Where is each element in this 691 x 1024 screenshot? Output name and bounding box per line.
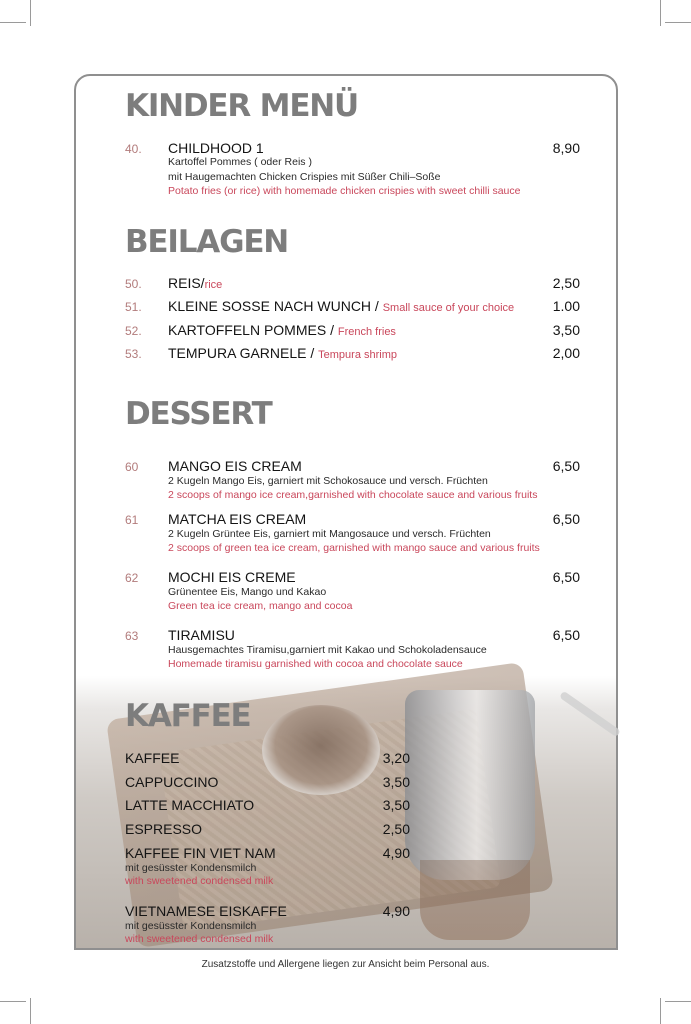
item-name: KARTOFFELN POMMES / French fries [168, 322, 396, 338]
crop-mark [0, 22, 26, 23]
menu-item [125, 821, 410, 839]
section-title-beilagen: BEILAGEN [125, 224, 289, 260]
crop-mark [30, 998, 31, 1024]
item-name: LATTE MACCHIATO [125, 797, 255, 813]
item-name: REIS/rice [168, 275, 223, 291]
item-name: CAPPUCCINO [125, 774, 219, 790]
item-number: 50. [125, 277, 142, 291]
item-name-en: Small sauce of your choice [382, 302, 515, 314]
item-name-en: Tempura shrimp [318, 349, 398, 361]
menu-item [125, 750, 410, 768]
item-price: 4,90 [382, 845, 410, 861]
item-name: KLEINE SOSSE NACH WUNCH / Small sauce of your choice [168, 298, 515, 314]
item-name: VIETNAMESE EISKAFFE [125, 903, 287, 919]
item-description-de: 2 Kugeln Grüntee Eis, garniert mit Mangosauce und versch. Früchten [168, 528, 491, 540]
menu-item [125, 298, 580, 316]
item-name: KAFFEE FIN VIET NAM [125, 845, 276, 861]
item-name: CHILDHOOD 1 [168, 140, 264, 156]
item-price: 6,50 [552, 511, 580, 527]
item-description-en: Potato fries (or rice) with homemade chicken crispies with sweet chilli sauce [168, 185, 521, 197]
item-description-de: Kartoffel Pommes ( oder Reis ) [168, 156, 312, 168]
menu-item [125, 322, 580, 340]
item-price: 1.00 [552, 298, 580, 314]
item-description-en: Homemade tiramisu garnished with cocoa and chocolate sauce [168, 658, 463, 670]
item-description-de: mit gesüsster Kondensmilch [125, 862, 257, 874]
menu-item [125, 627, 580, 675]
item-price: 2,50 [382, 821, 410, 837]
menu-item [125, 569, 580, 617]
item-price: 3,50 [552, 322, 580, 338]
menu-item [125, 845, 410, 891]
item-price: 6,50 [552, 627, 580, 643]
item-description-en: 2 scoops of mango ice cream,garnished with chocolate sauce and various fruits [168, 489, 538, 501]
item-number: 40. [125, 142, 142, 156]
item-description-de: mit gesüsster Kondensmilch [125, 920, 257, 932]
crop-mark [30, 0, 31, 26]
crop-mark [0, 1001, 26, 1002]
item-number: 63 [125, 629, 139, 643]
item-name: MANGO EIS CREAM [168, 458, 302, 474]
item-price: 3,50 [382, 774, 410, 790]
item-name: KAFFEE [125, 750, 180, 766]
item-number: 60 [125, 460, 139, 474]
menu-item [125, 458, 580, 506]
item-price: 6,50 [552, 569, 580, 585]
item-description-en: Green tea ice cream, mango and cocoa [168, 600, 353, 612]
allergen-footer-note: Zusatzstoffe und Allergene liegen zur Ansicht beim Personal aus. [201, 959, 490, 970]
phin-filter-cup-image [405, 690, 535, 880]
item-price: 2,50 [552, 275, 580, 291]
menu-item [125, 903, 410, 949]
item-name-en: rice [204, 279, 223, 291]
item-name: TIRAMISU [168, 627, 235, 643]
menu-item [125, 797, 410, 815]
item-description-de: 2 Kugeln Mango Eis, garniert mit Schokosauce und versch. Früchten [168, 475, 488, 487]
item-name: MOCHI EIS CREME [168, 569, 296, 585]
item-name: MATCHA EIS CREAM [168, 511, 307, 527]
menu-item [125, 511, 580, 559]
item-number: 53. [125, 347, 142, 361]
item-price: 2,00 [552, 345, 580, 361]
crop-mark [665, 22, 691, 23]
item-number: 51. [125, 300, 142, 314]
item-number: 62 [125, 571, 139, 585]
crop-mark [665, 1001, 691, 1002]
item-description-en: with sweetened condensed milk [125, 875, 274, 887]
menu-item [125, 275, 580, 293]
item-name: ESPRESSO [125, 821, 203, 837]
item-name-en: French fries [337, 326, 396, 338]
section-title-kinder: KINDER MENÜ [125, 88, 359, 124]
item-name: TEMPURA GARNELE / Tempura shrimp [168, 345, 398, 361]
item-description-de: Grünentee Eis, Mango und Kakao [168, 586, 327, 598]
item-price: 6,50 [552, 458, 580, 474]
section-title-kaffee: KAFFEE [125, 698, 251, 734]
item-price: 4,90 [382, 903, 410, 919]
item-description-de: Hausgemachtes Tiramisu,garniert mit Kakao und Schokoladensauce [168, 644, 487, 656]
item-price: 3,20 [382, 750, 410, 766]
section-title-dessert: DESSERT [125, 396, 272, 432]
menu-item [125, 345, 580, 363]
item-description-en: with sweetened condensed milk [125, 933, 274, 945]
item-number: 52. [125, 324, 142, 338]
item-description-de: mit Haugemachten Chicken Crispies mit Süßer Chili–Soße [168, 171, 441, 183]
item-description-en: 2 scoops of green tea ice cream, garnished with mango sauce and various fruits [168, 542, 540, 554]
crop-mark [660, 998, 661, 1024]
item-price: 3,50 [382, 797, 410, 813]
crop-mark [660, 0, 661, 26]
item-number: 61 [125, 513, 139, 527]
item-price: 8,90 [552, 140, 580, 156]
menu-item [125, 774, 410, 792]
coffee-glass-image [420, 860, 530, 940]
menu-item [125, 140, 580, 200]
